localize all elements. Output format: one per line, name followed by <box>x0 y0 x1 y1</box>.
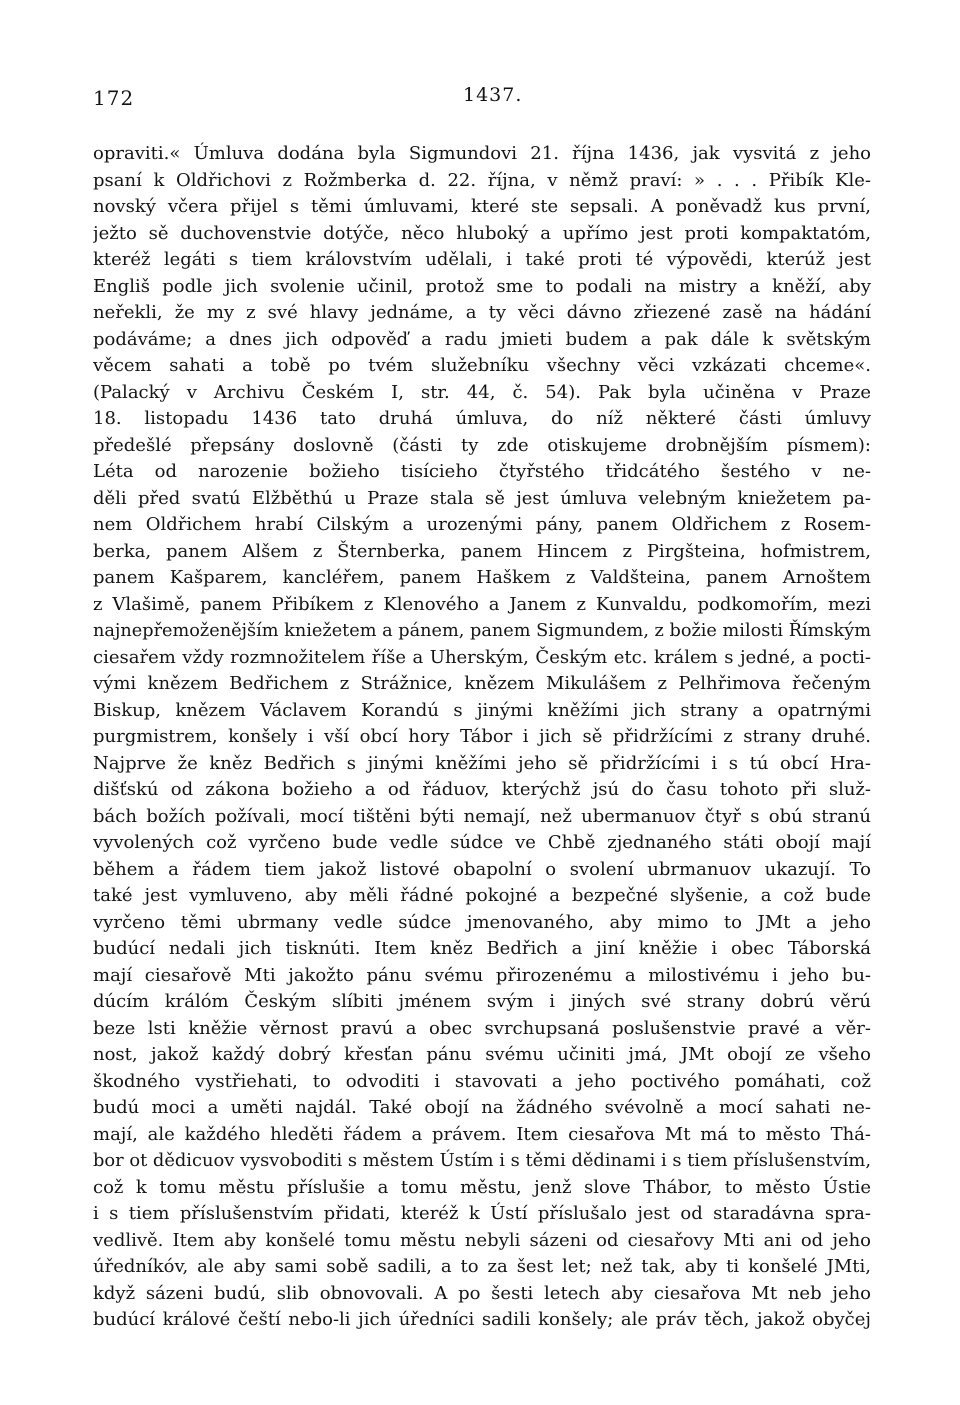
text-line: nem Oldřichem hrabí Cilským a urozenými pány, panem Oldřichem z Rosem- <box>93 514 871 535</box>
text-line: úředníkóv, ale aby sami sobě sadili, a to za šest let; než tak, aby ti konšelé JMti, <box>93 1256 871 1277</box>
text-line: vyrčeno těmi ubrmany vedle súdce jmenovaného, aby mimo to JMt a jeho <box>93 911 871 933</box>
page-number: 172 <box>93 86 135 110</box>
body-text <box>93 141 871 1334</box>
text-line: bách božích požívali, mocí tištěni býti nemají, než ubermanuov čtyř s obú stranú <box>93 805 871 827</box>
text-line: purgmistrem, konšely i vší obcí hory Tábor i jich sě přidržícími z strany druhé. <box>93 726 871 747</box>
text-line: kteréž legáti s tiem královstvím udělali, i také proti té výpovědi, kterúž jest <box>93 249 871 270</box>
text-line: což k tomu městu příslušie a tomu městu, jenž slove Thábor, to město Ústie <box>93 1176 871 1198</box>
text-line: podáváme; a dnes jich odpověď a radu jmieti budem a pak dále k světským <box>93 328 871 350</box>
text-line: neřekli, že my z své hlavy jednáme, a ty věci dávno zřiezené zasě na hádání <box>93 302 871 323</box>
text-line: vedlivě. Item aby konšelé tomu městu nebyli sázeni od ciesařovy Mti ani od jeho <box>93 1229 871 1251</box>
text-line: ježto sě duchovenstvie dotýče, něco hluboký a upřímo jest proti kompaktatóm, <box>93 222 871 244</box>
running-head-year: 1437. <box>463 84 523 106</box>
text-line: dišťskú od zákona božieho a od řáduov, kterýchž jsú do času tohoto při služ- <box>93 779 871 800</box>
text-line: panem Kašparem, kancléřem, panem Haškem z Valdšteina, panem Arnoštem <box>93 567 871 588</box>
text-line: 18. listopadu 1436 tato druhá úmluva, do níž některé části úmluvy <box>93 408 871 429</box>
text-line: také jest vymluveno, aby měli řádné pokojné a bezpečné slyšenie, a což bude <box>93 885 871 906</box>
text-line: i s tiem příslušenstvím přidati, kteréž k Ústí příslušalo jest od staradávna spra- <box>93 1203 871 1224</box>
text-line: nost, jakož každý dobrý křesťan pánu svému učiniti jmá, JMt obojí ze všeho <box>93 1044 871 1065</box>
text-line: ciesařem vždy rozmnožitelem říše a Uherským, Českým etc. králem s jedné, a pocti- <box>93 646 871 668</box>
text-line: Najprve že kněz Bedřich s jinými kněžími jeho sě přidržícími i s tú obcí Hra- <box>93 752 871 774</box>
text-line: vyvolených což vyrčeno bude vedle súdce ve Chbě zjednaného státi obojí mají <box>93 832 871 853</box>
text-line: Léta od narozenie božieho tisícieho čtyřstého třidcátého šestého v ne- <box>93 461 871 482</box>
text-line: z Vlašimě, panem Přibíkem z Klenového a Janem z Kunvaldu, podkomořím, mezi <box>93 593 871 615</box>
text-line: během a řádem tiem jakož listové obapolní o svolení ubrmanuov ukazují. To <box>93 858 871 880</box>
text-line: škodného vystřiehati, to odvoditi i stavovati a jeho poctivého pomáhati, což <box>93 1070 871 1092</box>
text-line: dúcím králóm Českým slíbiti jménem svým i jiných své strany dobrú věrú <box>93 991 871 1012</box>
text-line: děli před svatú Elžběthú u Praze stala sě jest úmluva velebným kniežetem pa- <box>93 487 871 509</box>
text-line: psaní k Oldřichovi z Rožmberka d. 22. října, v němž praví: » . . . Přibík Kle- <box>93 169 871 191</box>
text-line: bor ot dědicuov vysvoboditi s městem Ústím i s těmi dědinami i s tiem příslušenstvím, <box>93 1150 871 1171</box>
text-line: věcem sahati a tobě po tvém služebníku všechny věci vzkázati chceme«. <box>93 355 871 376</box>
text-line: předešlé přepsány doslovně (části ty zde otiskujeme drobnějším písmem): <box>93 434 871 456</box>
text-line: když sázeni budú, slib obnovovali. A po šesti letech aby ciesařova Mt neb jeho <box>93 1282 871 1304</box>
text-line: mají, ale každého hleděti řádem a právem. Item ciesařova Mt má to město Thá- <box>93 1123 871 1145</box>
text-line: novský včera přijel s těmi úmluvami, které ste sepsali. A poněvadž kus první, <box>93 196 871 217</box>
text-line: beze lsti kněžie věrnost pravú a obec svrchupsaná poslušenstvie pravé a věr- <box>93 1017 871 1039</box>
text-line: budúcí králové čeští nebo-li jich úředníci sadili konšely; ale práv těch, jakož obyčej <box>93 1309 871 1330</box>
page-header <box>93 86 873 116</box>
text-line: opraviti.« Úmluva dodána byla Sigmundovi 21. října 1436, jak vysvitá z jeho <box>93 143 871 164</box>
text-line: berka, panem Alšem z Šternberka, panem Hincem z Pirgšteina, hofmistrem, <box>93 540 871 562</box>
text-line: Engliš podle jich svolenie učinil, protož sme to podali na mistry a kněží, aby <box>93 275 871 297</box>
text-line: (Palacký v Archivu Českém I, str. 44, č. 54). Pak byla učiněna v Praze <box>93 381 871 403</box>
text-line: vými knězem Bedřichem z Strážnice, knězem Mikulášem z Pelhřimova řečeným <box>93 673 871 694</box>
text-line: najnepřemoženějším kniežetem a pánem, panem Sigmundem, z božie milosti Římským <box>93 620 871 641</box>
text-line: budú moci a uměti najdál. Také obojí na žádného svévolně a mocí sahati ne- <box>93 1097 871 1118</box>
text-line: budúcí nedali jich tisknúti. Item kněz Bedřich a jiní kněžie i obec Táborská <box>93 938 871 959</box>
text-line: Biskup, knězem Václavem Korandú s jinými kněžími jich strany a opatrnými <box>93 699 871 721</box>
text-line: mají ciesařově Mti jakožto pánu svému přirozenému a milostivému i jeho bu- <box>93 964 871 986</box>
